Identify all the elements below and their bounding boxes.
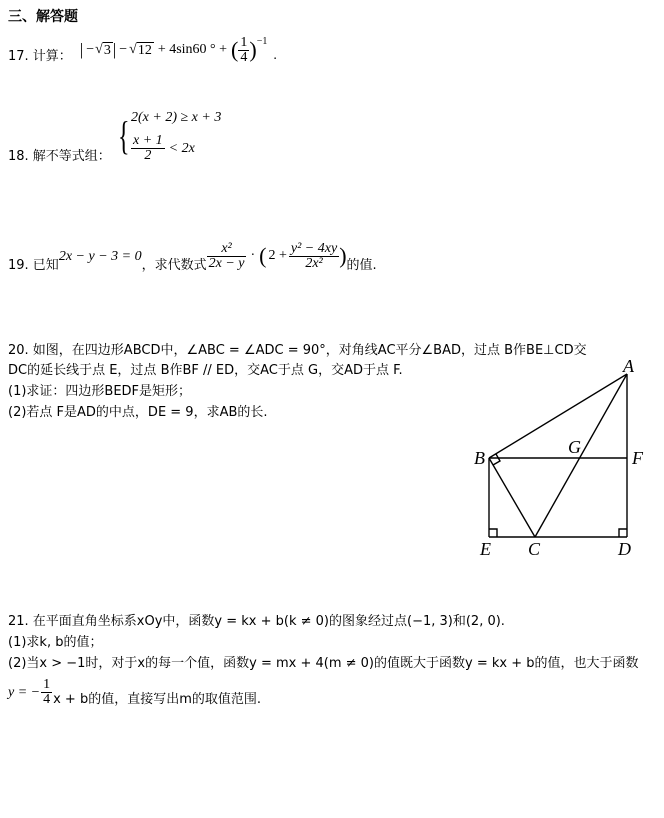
q18-frac-den: 2 bbox=[144, 148, 152, 163]
q19-condition: 2x − y − 3 = 0 bbox=[58, 249, 142, 264]
question-19 bbox=[8, 236, 377, 276]
q17-fraction bbox=[238, 36, 249, 65]
q17-exponent: −1 bbox=[256, 35, 268, 47]
q20-line2: DC的延长线于点 E，过点 B作BF // ED，交AC于点 G，交AD于点 F. bbox=[8, 363, 403, 378]
q21-part3 bbox=[8, 678, 261, 707]
q19-f1-num: x² bbox=[207, 242, 247, 257]
q19-fraction-1 bbox=[207, 242, 247, 271]
q18-brace: { bbox=[118, 113, 130, 158]
q20-figure bbox=[460, 356, 664, 566]
q19-paren-close: ) bbox=[339, 243, 347, 268]
q21-part1: (1)求k, b的值； bbox=[8, 635, 103, 650]
q19-f2-num: y² − 4xy bbox=[290, 240, 338, 256]
q17-frac-num: 1 bbox=[240, 34, 248, 50]
label-c: C bbox=[528, 539, 541, 559]
q17-sin-term: + 4sin60 ° + bbox=[157, 42, 228, 57]
segment-ab bbox=[489, 374, 627, 458]
q20-part1: (1)求证：四边形BEDF是矩形； bbox=[8, 384, 192, 399]
q19-mid: ，求代数式 bbox=[141, 257, 207, 273]
q21-part3-b: x + b的值，直接写出m的取值范围. bbox=[53, 692, 262, 707]
q19-f2-den: 2x² bbox=[305, 255, 323, 271]
q17-abs-open: | bbox=[79, 40, 84, 59]
q17-sqrt-sign-2: √ bbox=[129, 42, 137, 57]
q19-paren-open: ( bbox=[259, 243, 267, 268]
q18-fraction bbox=[131, 134, 165, 163]
q19-two: 2 + bbox=[268, 248, 287, 263]
q17-sqrt3: 3 bbox=[103, 42, 111, 58]
q17-minus-1: − bbox=[86, 42, 95, 57]
q19-dot: · bbox=[250, 248, 256, 263]
q18-line2-rest: < 2x bbox=[168, 140, 195, 156]
q19-f1-den: 2x − y bbox=[208, 255, 245, 271]
q17-minus-2: − bbox=[119, 42, 128, 57]
q17-frac-den: 4 bbox=[240, 49, 248, 65]
q17-number: 17. 计算： bbox=[8, 48, 72, 64]
q18-frac-num: x + 1 bbox=[133, 133, 163, 148]
q17-period: . bbox=[273, 48, 277, 63]
label-a: A bbox=[623, 356, 634, 376]
q20-part2: (2)若点 F是AD的中点，DE = 9，求AB的长. bbox=[8, 405, 268, 420]
q18-line2 bbox=[131, 134, 195, 163]
q21-line1: 21. 在平面直角坐标系xOy中，函数y = kx + b(k ≠ 0)的图象经过点(−1, 3)和(2, 0). bbox=[8, 614, 505, 629]
label-g: G bbox=[568, 437, 581, 457]
q21-frac-num: 1 bbox=[43, 677, 51, 692]
q21-fraction bbox=[41, 678, 52, 707]
label-b: B bbox=[474, 448, 485, 468]
q18-line1: 2(x + 2) ≥ x + 3 bbox=[131, 110, 222, 125]
q17-abs-close: | bbox=[112, 40, 117, 59]
q19-fraction-2 bbox=[289, 242, 339, 271]
q17-paren-close: ) bbox=[249, 37, 257, 62]
right-angle-d bbox=[619, 529, 627, 537]
q20-line1: 20. 如图，在四边形ABCD中，∠ABC = ∠ADC = 90°，对角线AC平分∠BAD，过点 B作BE⊥CD交 bbox=[8, 343, 587, 358]
q17-sqrt-sign: √ bbox=[95, 42, 103, 57]
q21-frac-den: 4 bbox=[43, 692, 51, 707]
q21-part2: (2)当x > −1时，对于x的每一个值，函数y = mx + 4(m ≠ 0)的值既大于函数y = kx + b的值，也大于函数 bbox=[8, 656, 639, 671]
q17-sqrt12: 12 bbox=[137, 42, 152, 58]
label-e: E bbox=[480, 539, 491, 559]
q19-prefix: 19. 已知 bbox=[8, 257, 59, 273]
section-title: 三、解答题 bbox=[8, 9, 78, 25]
label-f: F bbox=[632, 448, 643, 468]
q19-suffix: 的值. bbox=[346, 257, 377, 273]
segment-ac bbox=[535, 374, 627, 537]
segment-bc bbox=[489, 458, 535, 537]
right-angle-e bbox=[489, 529, 497, 537]
question-17 bbox=[8, 32, 277, 68]
label-d: D bbox=[618, 539, 631, 559]
q18-number: 18. 解不等式组： bbox=[8, 149, 111, 164]
q21-part3-a: y = − bbox=[8, 684, 41, 700]
q17-paren-open: ( bbox=[231, 37, 239, 62]
